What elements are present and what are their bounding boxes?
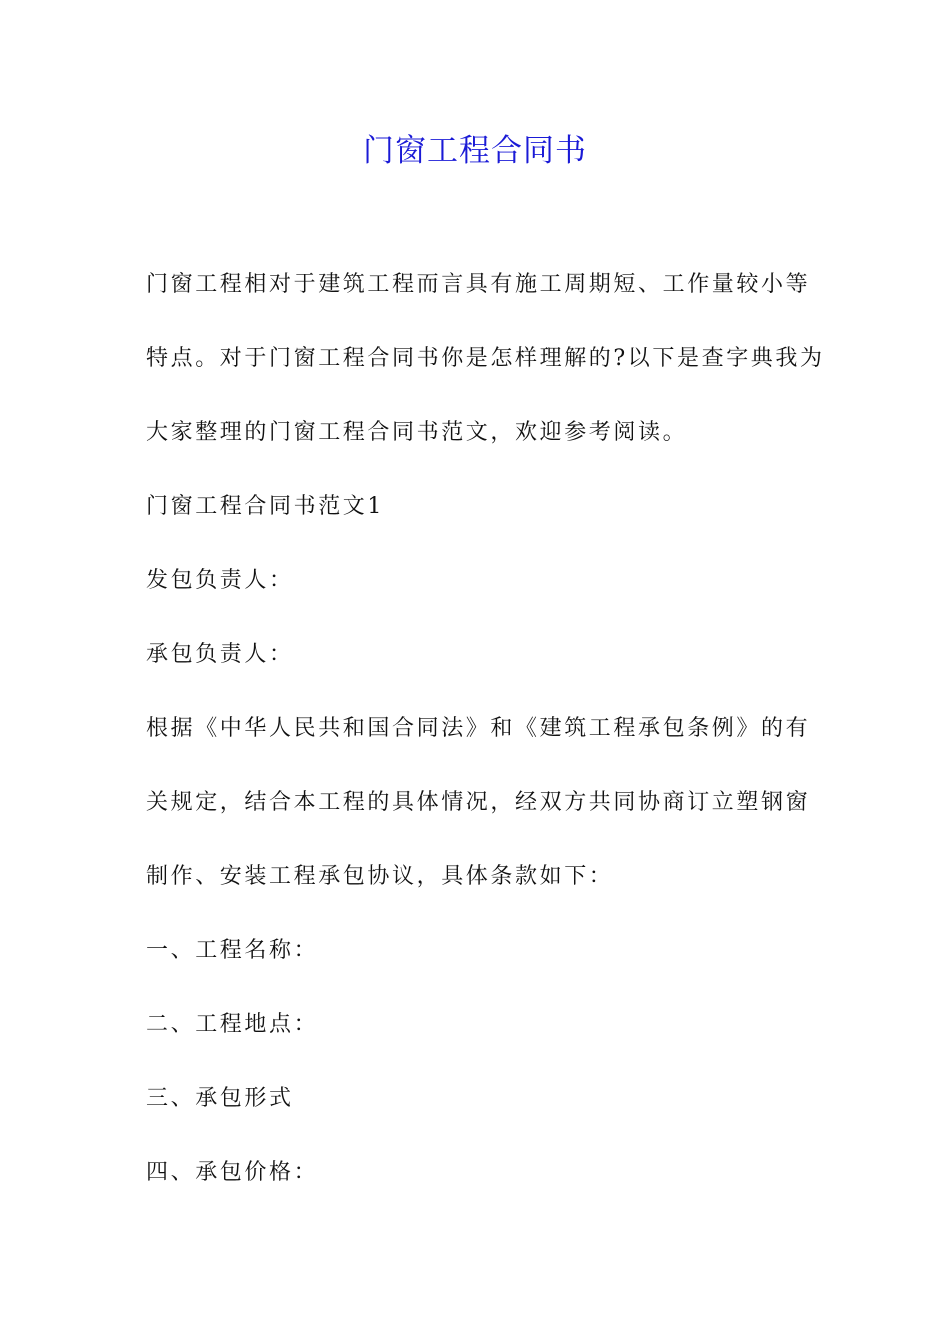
basis-line: 关规定，结合本工程的具体情况，经双方共同协商订立塑钢窗 bbox=[146, 790, 811, 815]
document-title: 门窗工程合同书 bbox=[363, 133, 587, 169]
intro-line: 大家整理的门窗工程合同书范文，欢迎参考阅读。 bbox=[146, 420, 688, 445]
clause-contract-price: 四、承包价格： bbox=[146, 1160, 319, 1185]
section-heading: 门窗工程合同书范文1 bbox=[146, 494, 384, 519]
party-a-line: 发包负责人： bbox=[146, 568, 294, 593]
clause-contract-form: 三、承包形式 bbox=[146, 1086, 294, 1111]
basis-line: 根据《中华人民共和国合同法》和《建筑工程承包条例》的有 bbox=[146, 716, 811, 741]
intro-line: 门窗工程相对于建筑工程而言具有施工周期短、工作量较小等 bbox=[146, 272, 811, 297]
intro-paragraph bbox=[146, 248, 825, 470]
clause-project-name: 一、工程名称： bbox=[146, 938, 319, 963]
basis-line: 制作、安装工程承包协议，具体条款如下： bbox=[146, 864, 614, 889]
basis-paragraph bbox=[146, 692, 810, 914]
intro-line: 特点。对于门窗工程合同书你是怎样理解的?以下是查字典我为 bbox=[146, 346, 825, 371]
party-b-line: 承包负责人： bbox=[146, 642, 294, 667]
clause-project-location: 二、工程地点： bbox=[146, 1012, 319, 1037]
